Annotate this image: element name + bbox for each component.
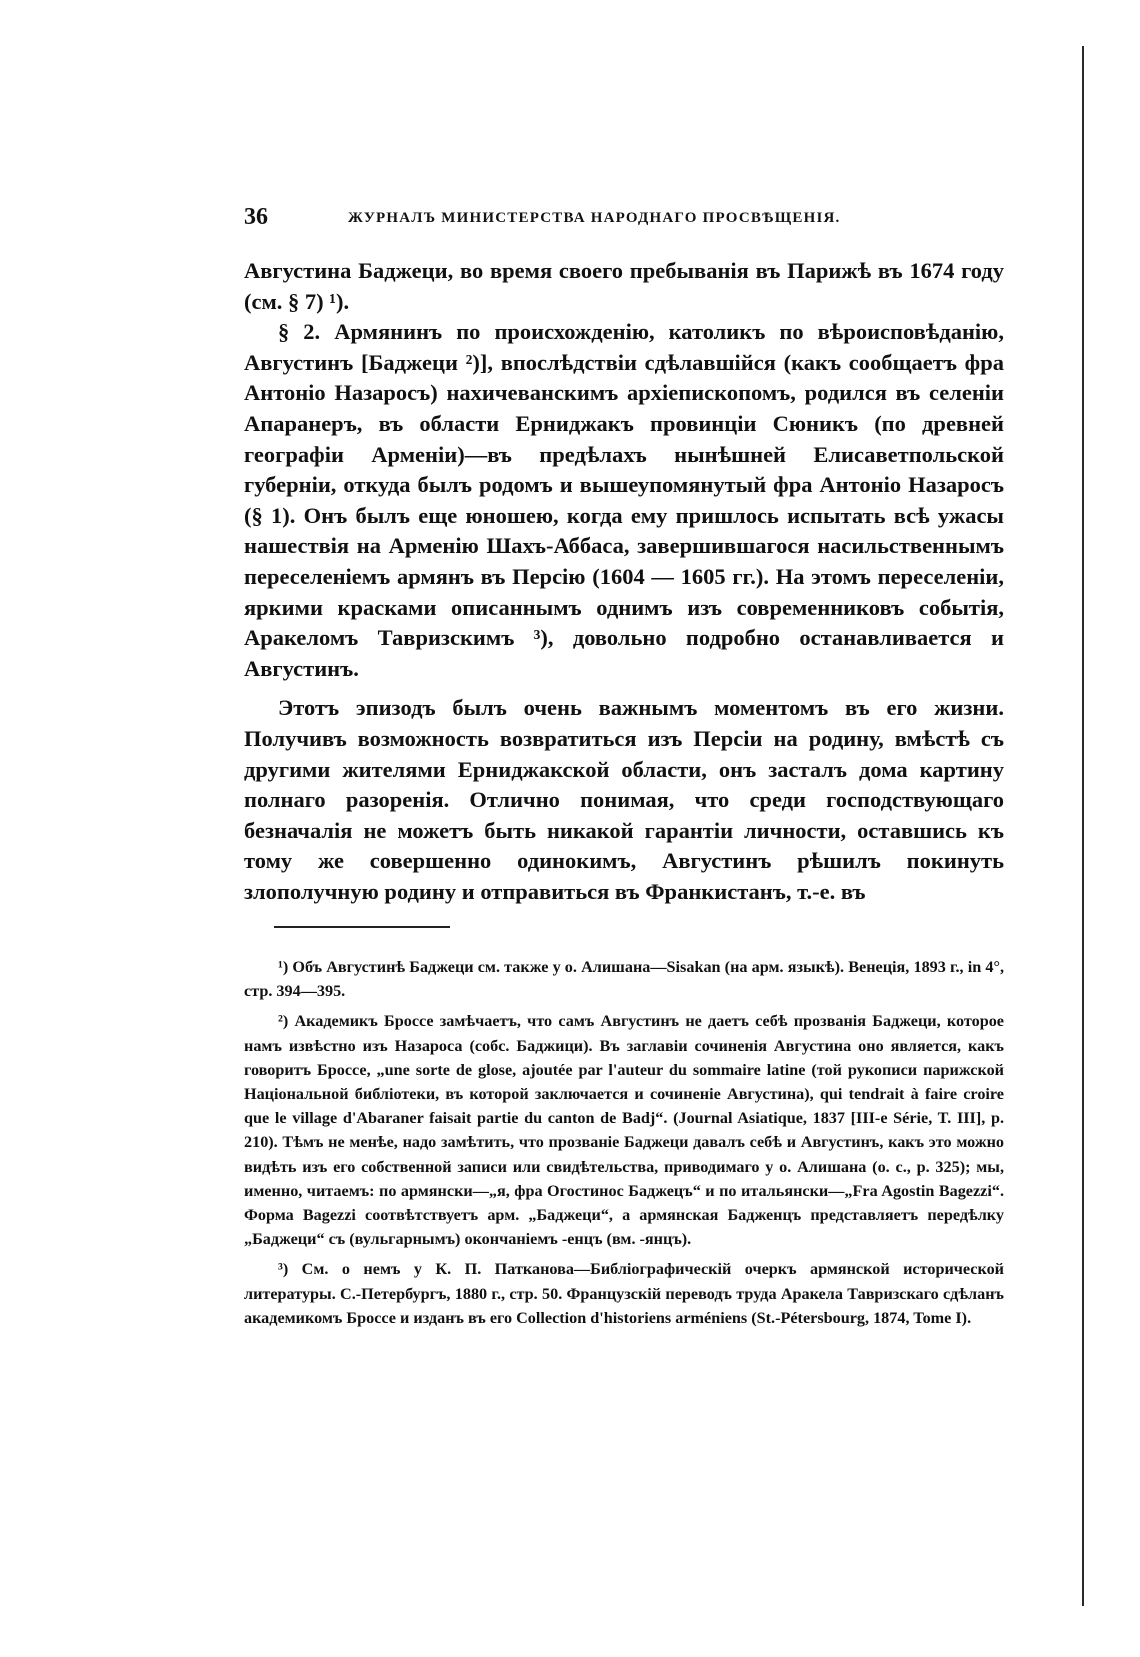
page-header: [244, 204, 1004, 234]
footnote-1: ¹) Объ Августинѣ Баджеци см. также у о. Алишана—Sisakan (на арм. языкѣ). Венеція, 1893 г., in 4°, стр. 394—395.: [244, 958, 1004, 1001]
paragraph-section-2: § 2. Армянинъ по происхожденію, католикъ по вѣроисповѣданію, Августинъ [Баджеци ²)], впослѣдствіи сдѣлавшійся (какъ сообщаетъ фра Антоніо Назаросъ) нахичеванскимъ архіепископомъ, родился въ селеніи Апаранеръ, въ области Ерниджакъ провинціи Сюникъ (по древней географіи Арменіи)—въ предѣлахъ нынѣшней Елисаветпольской губерніи, откуда былъ родомъ и вышеупомянутый фра Антоніо Назаросъ (§ 1). Онъ былъ еще юношею, когда ему пришлось испытать всѣ ужасы нашествія на Арменію Шахъ-Аббаса, завершившагося насильственнымъ переселеніемъ армянъ въ Персію (1604 — 1605 гг.). На этомъ переселеніи, яркими красками описаннымъ однимъ изъ современниковъ событія, Аракеломъ Тавризскимъ ³), довольно подробно останавливается и Августинъ.: [244, 319, 1004, 681]
paragraph-continuation: Августина Баджеци, во время своего пребыванія въ Парижѣ въ 1674 году (см. § 7) ¹).: [244, 258, 1004, 314]
footnote-divider: [274, 926, 450, 928]
page-number: 36: [244, 204, 268, 230]
running-head: ЖУРНАЛЪ МИНИСТЕРСТВА НАРОДНАГО ПРОСВѢЩЕНІЯ.: [348, 210, 841, 226]
footnote-3: ³) См. о немъ у К. П. Патканова—Библіографическій очеркъ армянской исторической литературы. С.-Петербургъ, 1880 г., стр. 50. Французскій переводъ труда Аракела Тавризскаго сдѣланъ академикомъ Броссе и изданъ въ его Collection d'historiens arméniens (St.-Pétersbourg, 1874, Tome I).: [244, 1260, 1004, 1327]
paragraph-episode: Этотъ эпизодъ былъ очень важнымъ моментомъ въ его жизни. Получивъ возможность возвратиться изъ Персіи на родину, вмѣстѣ съ другими жителями Ерниджакской области, онъ засталъ дома картину полнаго разоренія. Отлично понимая, что среди господствующаго безначалія не можетъ быть никакой гарантіи личности, оставшись къ тому же совершенно одинокимъ, Августинъ рѣшилъ покинуть злополучную родину и отправиться въ Франкистанъ, т.-е. въ: [244, 695, 1004, 904]
main-text: [244, 256, 1004, 907]
footnotes: [244, 955, 1004, 1336]
page-edge-line: [1082, 46, 1084, 1606]
footnote-2: ²) Академикъ Броссе замѣчаетъ, что самъ Августинъ не даетъ себѣ прозванія Баджеци, которое намъ извѣстно изъ Назароса (собс. Баджици). Въ заглавіи сочиненія Августина оно является, какъ говоритъ Броссе, „une sorte de glose, ajoutée par l'auteur du sommaire latine (той рукописи парижской Національной библіотеки, въ которой заключается и сочиненіе Августина), qui tendrait à faire croire que le village d'Abaraner faisait partie du canton de Badj“. (Journal Asiatique, 1837 [III-e Série, T. III], p. 210). Тѣмъ не менѣе, надо замѣтить, что прозваніе Баджеци давалъ себѣ и Августинъ, какъ это можно видѣть изъ его собственной записи или свидѣтельства, приводимаго у о. Алишана (о. с., p. 325); мы, именно, читаемъ: по армянски—„я, фра Огостинос Баджецъ“ и по итальянски—„Fra Agostin Bagezzi“. Форма Bagezzi соотвѣтствуетъ арм. „Баджеци“, а армянская Бадженцъ представляетъ передѣлку „Баджеци“ съ (вульгарнымъ) окончаніемъ -енцъ (вм. -янцъ).: [244, 1012, 1004, 1249]
